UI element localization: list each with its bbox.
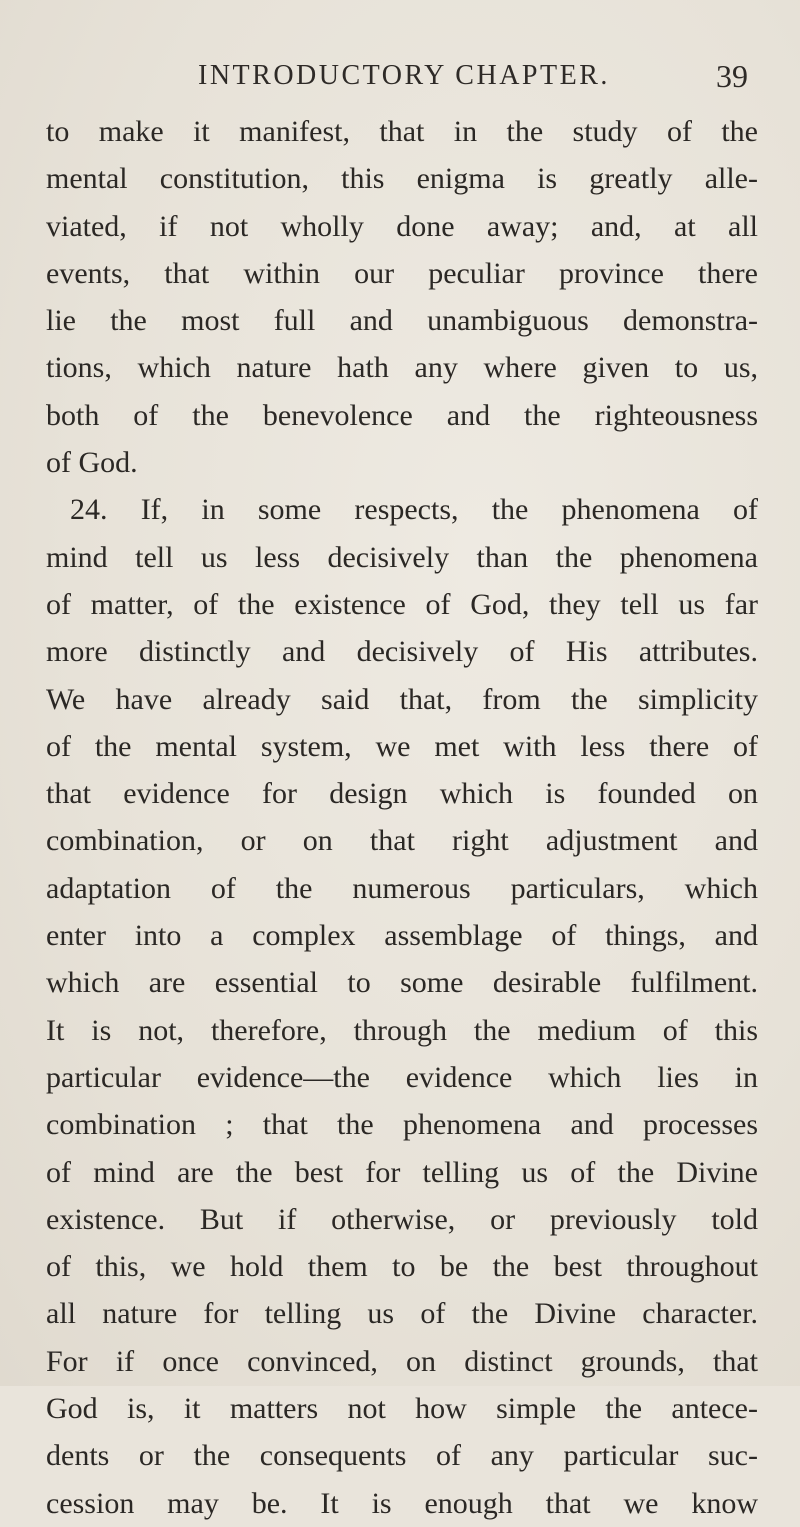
text-line: mind tell us less decisively than the phenomena bbox=[46, 540, 758, 574]
body-text bbox=[46, 108, 758, 1527]
text-line: mental constitution, this enigma is greatly alle- bbox=[46, 162, 758, 196]
text-line: of matter, of the existence of God, they tell us far bbox=[46, 587, 758, 621]
text-line: viated, if not wholly done away; and, at all bbox=[46, 209, 758, 243]
text-line: that evidence for design which is founded on bbox=[46, 777, 758, 811]
text-line: both of the benevolence and the righteousness bbox=[46, 398, 758, 432]
text-line: enter into a complex assemblage of things, and bbox=[46, 919, 758, 953]
text-line: to make it manifest, that in the study of the bbox=[46, 115, 758, 148]
text-line: cession may be. It is enough that we know bbox=[46, 1486, 758, 1520]
text-line: It is not, therefore, through the medium of this bbox=[46, 1013, 758, 1047]
running-head bbox=[0, 60, 800, 100]
text-line: lie the most full and unambiguous demonstra- bbox=[46, 304, 758, 338]
text-line: events, that within our peculiar province there bbox=[46, 256, 758, 290]
text-line: adaptation of the numerous particulars, which bbox=[46, 871, 758, 905]
page-number: 39 bbox=[716, 58, 748, 94]
text-line: which are essential to some desirable fulfilment. bbox=[46, 966, 758, 1000]
text-line: We have already said that, from the simplicity bbox=[46, 682, 758, 716]
text-line: particular evidence—the evidence which lies in bbox=[46, 1060, 758, 1094]
running-title: INTRODUCTORY CHAPTER. bbox=[198, 60, 610, 91]
text-line: combination ; that the phenomena and processes bbox=[46, 1108, 758, 1142]
text-line: of this, we hold them to be the best throughout bbox=[46, 1250, 758, 1284]
text-line: combination, or on that right adjustment and bbox=[46, 824, 758, 858]
text-line: tions, which nature hath any where given to us, bbox=[46, 351, 758, 385]
text-line: dents or the consequents of any particular suc- bbox=[46, 1439, 758, 1473]
text-line: For if once convinced, on distinct grounds, that bbox=[46, 1344, 758, 1378]
text-line: all nature for telling us of the Divine character. bbox=[46, 1297, 758, 1331]
text-line: more distinctly and decisively of His attributes. bbox=[46, 635, 758, 669]
text-line: of God. bbox=[46, 446, 138, 480]
text-line: of mind are the best for telling us of the Divine bbox=[46, 1155, 758, 1189]
text-line: of the mental system, we met with less there of bbox=[46, 729, 758, 763]
text-line: God is, it matters not how simple the antece- bbox=[46, 1392, 758, 1426]
text-line: existence. But if otherwise, or previously told bbox=[46, 1202, 758, 1236]
text-line: 24. If, in some respects, the phenomena of bbox=[70, 493, 758, 527]
